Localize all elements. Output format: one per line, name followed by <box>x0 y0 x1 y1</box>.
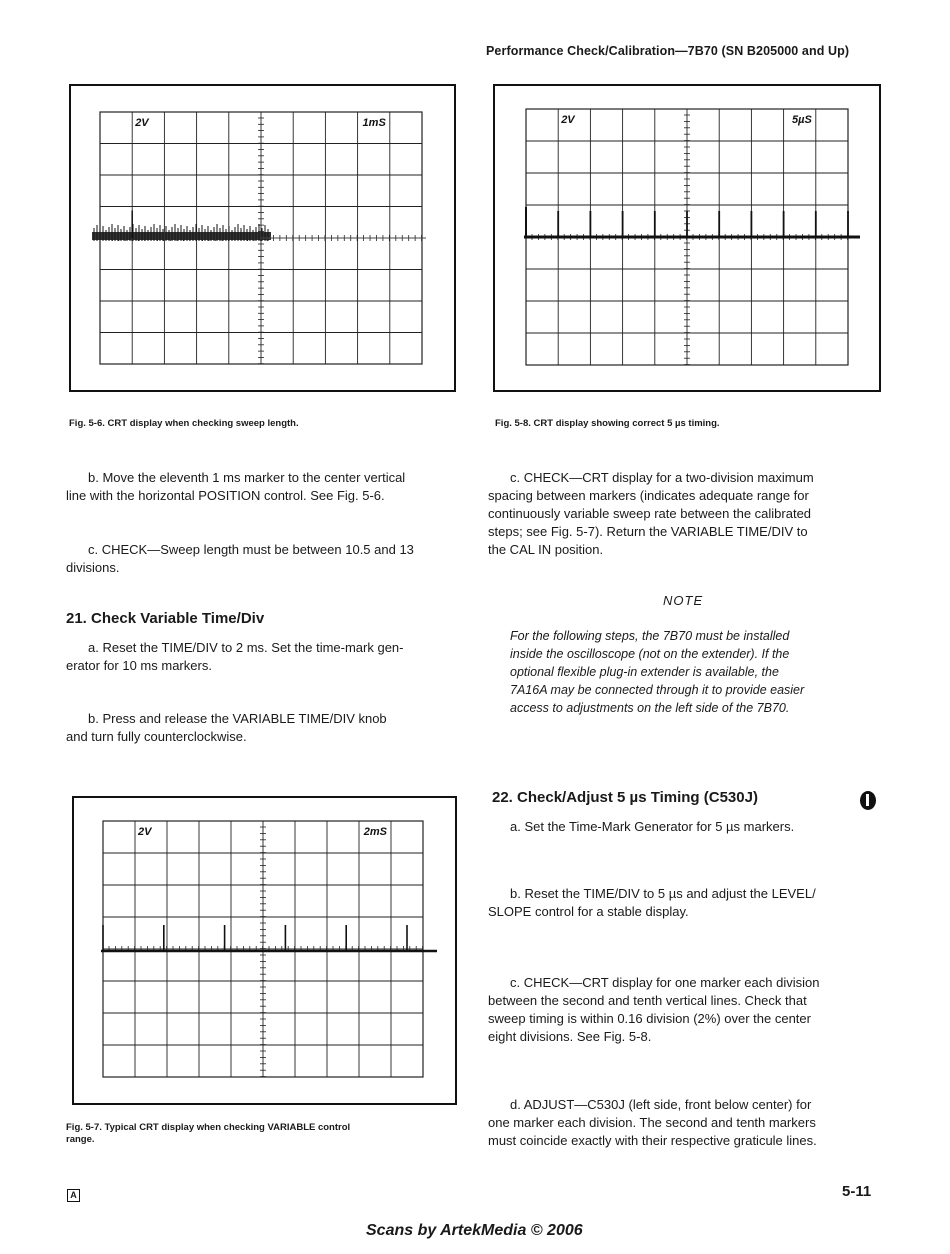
crt-display-fig-5-6 <box>71 86 454 390</box>
caption-fig-5-6: Fig. 5-6. CRT display when checking sweep length. <box>69 418 299 429</box>
step-b-paragraph <box>66 469 456 505</box>
figure-5-8 <box>493 84 881 392</box>
s22-d-line2: one marker each division. The second and tenth markers <box>488 1115 816 1130</box>
note-line2: inside the oscilloscope (not on the extender). If the <box>510 647 790 661</box>
s21-a-line2: erator for 10 ms markers. <box>66 658 212 673</box>
note-body <box>510 627 870 717</box>
time-per-div-label: 5µS <box>792 114 812 126</box>
section-22-title: 22. Check/Adjust 5 µs Timing (C530J) <box>492 789 758 806</box>
s22-d-line1: d. ADJUST—C530J (left side, front below center) for <box>510 1097 812 1112</box>
step-c-line2: divisions. <box>66 560 120 575</box>
s22-b-line1: b. Reset the TIME/DIV to 5 µs and adjust the LEVEL/ <box>510 886 816 901</box>
note-line5: access to adjustments on the left side of the 7B70. <box>510 701 790 715</box>
time-per-div-label: 2mS <box>363 826 387 838</box>
note-line4: 7A16A may be connected through it to provide easier <box>510 683 805 697</box>
crt-display-fig-5-7 <box>74 798 455 1103</box>
s22-step-b-paragraph <box>488 885 878 921</box>
crt-display-fig-5-8 <box>495 86 879 390</box>
figure-5-7 <box>72 796 457 1105</box>
s22-b-line2: SLOPE control for a stable display. <box>488 904 689 919</box>
s22-d-line3: must coincide exactly with their respective graticule lines. <box>488 1133 817 1148</box>
step-c-line1: c. CHECK—Sweep length must be between 10.5 and 13 <box>88 542 414 557</box>
right-c-line2: spacing between markers (indicates adequate range for <box>488 488 809 503</box>
right-c-line4: steps; see Fig. 5-7). Return the VARIABLE TIME/DIV to <box>488 524 808 539</box>
s22-step-c-paragraph <box>488 974 878 1046</box>
s22-c-line2: between the second and tenth vertical lines. Check that <box>488 993 807 1008</box>
s21-step-b-paragraph <box>66 710 456 746</box>
s22-c-line3: sweep timing is within 0.16 division (2%) over the center <box>488 1011 811 1026</box>
volts-per-div-label: 2V <box>135 117 149 129</box>
volts-per-div-label: 2V <box>561 114 575 126</box>
step-b-line2: line with the horizontal POSITION control. See Fig. 5-6. <box>66 488 385 503</box>
s21-a-line1: a. Reset the TIME/DIV to 2 ms. Set the time-mark gen- <box>88 640 404 655</box>
s21-step-a-paragraph <box>66 639 456 675</box>
time-per-div-label: 1mS <box>362 117 386 129</box>
right-step-c-paragraph <box>488 469 878 559</box>
caption-fig-5-8: Fig. 5-8. CRT display showing correct 5 µs timing. <box>495 418 720 429</box>
corner-mark: A <box>67 1189 80 1202</box>
note-title: NOTE <box>663 593 704 608</box>
scan-credit: Scans by ArtekMedia © 2006 <box>366 1222 583 1239</box>
caption-fig-5-7 <box>66 1122 466 1146</box>
s22-a-line: a. Set the Time-Mark Generator for 5 µs markers. <box>510 819 795 834</box>
caption-fig-5-7-line2: range. <box>66 1134 95 1145</box>
s22-c-line4: eight divisions. See Fig. 5-8. <box>488 1029 652 1044</box>
section-21-title: 21. Check Variable Time/Div <box>66 610 265 627</box>
volts-per-div-label: 2V <box>138 826 152 838</box>
s22-step-a-paragraph <box>488 818 878 836</box>
s22-step-d-paragraph <box>488 1096 878 1150</box>
page-number: 5-11 <box>842 1183 872 1200</box>
right-c-line1: c. CHECK—CRT display for a two-division maximum <box>510 470 814 485</box>
right-c-line5: the CAL IN position. <box>488 542 604 557</box>
caption-fig-5-7-line1: Fig. 5-7. Typical CRT display when checking VARIABLE control <box>66 1122 351 1133</box>
running-header: Performance Check/Calibration—7B70 (SN B205000 and Up) <box>486 44 850 58</box>
s21-b-line1: b. Press and release the VARIABLE TIME/DIV knob <box>88 711 387 726</box>
step-c-paragraph <box>66 541 456 577</box>
s22-c-line1: c. CHECK—CRT display for one marker each division <box>510 975 820 990</box>
adjustment-icon <box>860 791 876 810</box>
note-line3: optional flexible plug-in extender is available, the <box>510 665 779 679</box>
step-b-line1: b. Move the eleventh 1 ms marker to the center vertical <box>88 470 406 485</box>
note-line1: For the following steps, the 7B70 must be installed <box>510 629 790 643</box>
s21-b-line2: and turn fully counterclockwise. <box>66 729 247 744</box>
right-c-line3: continuously variable sweep rate between the calibrated <box>488 506 812 521</box>
figure-5-6 <box>69 84 456 392</box>
